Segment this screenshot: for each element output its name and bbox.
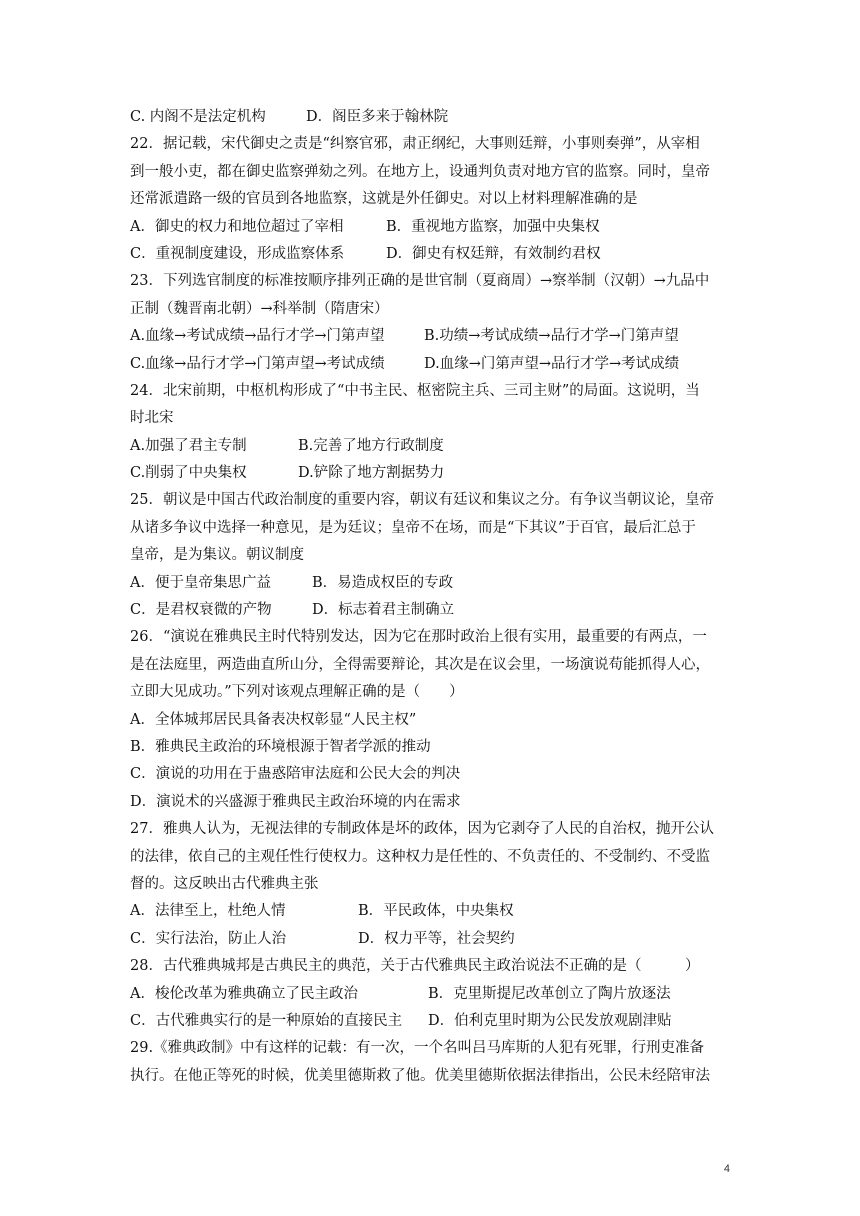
q26-stem-line: 是在法庭里，两造曲直所山分，全得需要辩论，其次是在议会里，一场演说苟能抓得人心， (130, 656, 710, 673)
q24-option-b: B.完善了地方行政制度 (298, 437, 444, 454)
question-27 (130, 816, 730, 953)
q24-options-row (130, 433, 730, 460)
q24-stem-line: 时北宋 (130, 410, 174, 427)
q22-options-row (130, 214, 730, 241)
q27-stem-line: 督的。这反映出古代雅典主张 (130, 875, 319, 892)
q25-stem-line: 25．朝议是中国古代政治制度的重要内容，朝议有廷议和集议之分。有争议当朝议论，皇帝 (130, 492, 714, 509)
q28-options-row (130, 981, 730, 1008)
q22-stem-line: 22．据记载，宋代御史之责是“纠察官邪，肃正纲纪，大事则廷辩，小事则奏弹”，从宰相 (130, 136, 700, 153)
q22-stem-line: 到一般小吏，都在御史监察弹劾之列。在地方上，设通判负责对地方官的监察。同时，皇帝 (130, 163, 710, 180)
q28-option-c: C．古代雅典实行的是一种原始的直接民主 (130, 1012, 403, 1029)
q22-option-c: C．重视制度建设，形成监察体系 (130, 245, 345, 262)
q28-stem-line: 28．古代雅典城邦是古典民主的典范，关于古代雅典民主政治说法不正确的是（ ） (130, 958, 700, 975)
q25-options-row (130, 597, 730, 624)
page-content (130, 104, 730, 1090)
question-29 (130, 1035, 730, 1090)
q29-stem-line: 执行。在他正等死的时候，优美里德斯救了他。优美里德斯依据法律指出，公民未经陪审法 (130, 1067, 710, 1084)
q27-option-b: B．平民政体，中央集权 (358, 903, 514, 920)
q24-option-d: D.铲除了地方割据势力 (298, 465, 445, 482)
q22-option-d: D．御史有权廷辩，有效制约君权 (386, 245, 601, 262)
q25-option-a: A．便于皇帝集思广益 (130, 574, 271, 591)
question-25 (130, 487, 730, 624)
q24-option-c: C.削弱了中央集权 (130, 465, 247, 482)
q21-option-c: C. 内阁不是法定机构 (130, 109, 266, 125)
q28-option-b: B．克里斯提尼改革创立了陶片放逐法 (428, 985, 671, 1002)
q27-option-c: C．实行法治，防止人治 (130, 930, 287, 947)
q27-stem-line: 的法律，依自己的主观任性行使权力。这种权力是任性的、不负责任的、不受制约、不受监 (130, 848, 710, 865)
q22-option-b: B．重视地方监察，加强中央集权 (386, 218, 600, 235)
q23-option-d: D.血缘→门第声望→品行才学→考试成绩 (424, 355, 680, 372)
q27-options-row (130, 926, 730, 953)
q25-stem-line: 从诸多争议中选择一种意见，是为廷议；皇帝不在场，而是“下其议”于百官，最后汇总于 (130, 519, 696, 536)
q25-option-c: C．是君权衰微的产物 (130, 602, 272, 619)
q28-options-row (130, 1008, 730, 1035)
q21-option-d: D．阁臣多来于翰林院 (306, 109, 449, 125)
q26-option-a: A．全体城邦居民具备表决权彰显“人民主权” (130, 711, 417, 728)
q22-stem-line: 还常派遣路一级的官员到各地监察，这就是外任御史。对以上材料理解准确的是 (130, 191, 638, 208)
q25-option-d: D．标志着君主制确立 (312, 602, 455, 619)
q22-options-row (130, 241, 730, 268)
q27-option-d: D．权力平等，社会契约 (358, 930, 515, 947)
q22-option-a: A．御史的权力和地位超过了宰相 (130, 218, 344, 235)
q23-options-row (130, 351, 730, 378)
q24-options-row (130, 460, 730, 487)
q23-option-c: C.血缘→品行才学→门第声望→考试成绩 (130, 355, 385, 372)
question-23 (130, 268, 730, 378)
question-26 (130, 624, 730, 816)
q28-option-a: A．梭伦改革为雅典确立了民主政治 (130, 985, 358, 1002)
q26-stem-line: 26．“演说在雅典民主时代特别发达，因为它在那时政治上很有实用，最重要的有两点，一 (130, 629, 707, 646)
q23-stem-line: 23．下列选官制度的标准按顺序排列正确的是世官制（夏商周）→察举制（汉朝）→九品中 (130, 273, 710, 290)
q27-options-row (130, 898, 730, 925)
q26-option-b: B．雅典民主政治的环境根源于智者学派的推动 (130, 738, 431, 755)
q26-option-d: D．演说术的兴盛源于雅典民主政治环境的内在需求 (130, 793, 461, 810)
q27-stem-line: 27．雅典人认为，无视法律的专制政体是坏的政体，因为它剥夺了人民的自治权，抛开公认 (130, 821, 714, 838)
q25-option-b: B．易造成权臣的专政 (312, 574, 454, 591)
q23-stem-line: 正制（魏晋南北朝）→科举制（隋唐宋） (130, 300, 389, 317)
q29-stem-line: 29.《雅典政制》中有这样的记载：有一次，一个名叫吕马库斯的人犯有死罪，行刑吏准备 (130, 1040, 705, 1057)
question-28 (130, 953, 730, 1035)
q28-option-d: D．伯利克里时期为公民发放观剧津贴 (428, 1012, 672, 1029)
q26-stem-line: 立即大见成功。”下列对该观点理解正确的是（ ） (130, 684, 464, 701)
question-24 (130, 378, 730, 488)
q24-option-a: A.加强了君主专制 (130, 437, 247, 454)
q27-option-a: A．法律至上，杜绝人情 (130, 903, 286, 920)
q25-options-row (130, 570, 730, 597)
q26-option-c: C．演说的功用在于蛊惑陪审法庭和公民大会的判决 (130, 766, 461, 783)
q23-option-b: B.功绩→考试成绩→品行才学→门第声望 (424, 328, 679, 345)
q23-options-row (130, 323, 730, 350)
q24-stem-line: 24．北宋前期，中枢机构形成了“中书主民、枢密院主兵、三司主财”的局面。这说明，当 (130, 382, 700, 399)
question-22 (130, 131, 730, 268)
page-number: 4 (723, 1163, 730, 1175)
q23-option-a: A.血缘→考试成绩→品行才学→门第声望 (130, 328, 385, 345)
q25-stem-line: 皇帝，是为集议。朝议制度 (130, 547, 304, 564)
q21-options-row (130, 104, 730, 131)
